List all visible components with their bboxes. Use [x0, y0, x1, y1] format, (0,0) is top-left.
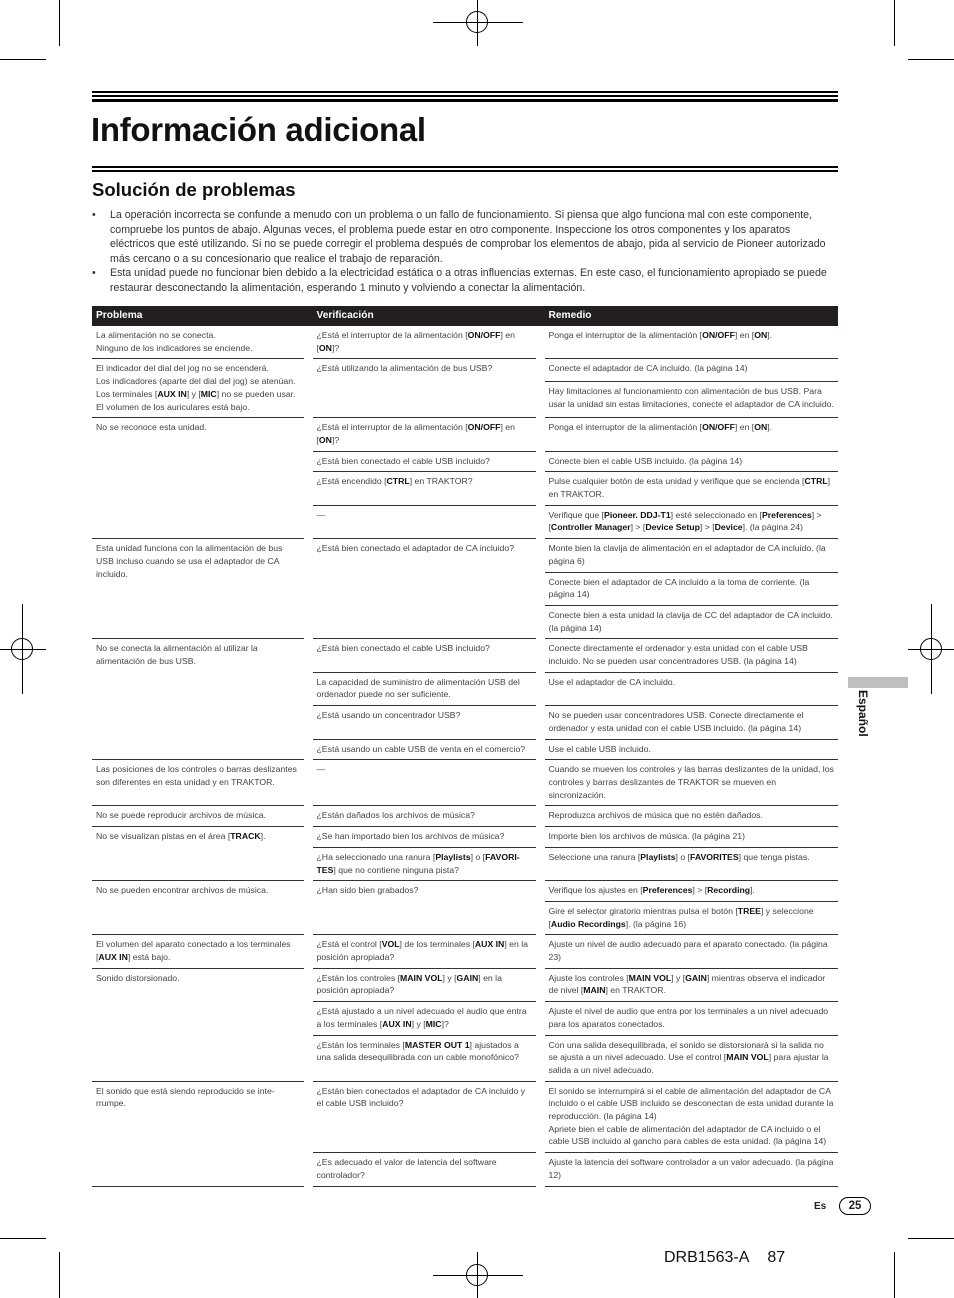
table-row	[92, 1081, 838, 1153]
table-row	[92, 326, 838, 359]
registration-circle	[920, 638, 942, 660]
verification-cell: ¿Está usando un cable USB de venta en el comercio?	[308, 739, 540, 760]
header-verification: Verificación	[308, 306, 540, 326]
crop-mark	[59, 1252, 60, 1298]
verification-cell: ¿Se han importado bien los archivos de música?	[308, 827, 540, 848]
verification-cell: ¿Están los terminales [MASTER OUT 1] ajustados a una salida desequilibrada con un cable monofónico?	[308, 1035, 540, 1081]
verification-cell: ¿Han sido bien grabados?	[308, 881, 540, 935]
verification-cell: ¿Es adecuado el valor de latencia del software controlador?	[308, 1153, 540, 1186]
table-row	[92, 881, 838, 902]
verification-cell: —	[308, 505, 540, 538]
table-header-row	[92, 306, 838, 326]
table-row	[92, 827, 838, 848]
doc-code-text: DRB1563-A	[664, 1249, 750, 1266]
verification-cell: ¿Están dañados los archivos de música?	[308, 806, 540, 827]
remedy-cell: Pulse cualquier botón de esta unidad y verifique que se encienda [CTRL] en TRAKTOR.	[540, 472, 838, 505]
problem-cell: El volumen del aparato conectado a los terminales [AUX IN] está bajo.	[92, 935, 308, 968]
problem-cell: Esta unidad funciona con la alimentación de bus USB incluso cuando se usa el adaptador de CA incluido.	[92, 539, 308, 639]
remedy-cell: Ajuste la latencia del software controlador a un valor adecuado. (la página 12)	[540, 1153, 838, 1186]
bullet-item: • La operación incorrecta se confunde a menudo con un problema o un fallo de funcionamiento. Si piensa que algo funciona mal con este componente, compruebe los puntos de abajo. Algunas veces, el problema puede estar en otro componente. Inspeccione los otros componentes y los aparatos eléctricos que esté utilizando. Si no se puede corregir el problema después de comprobar los elementos de abajo, pida al servicio de Pioneer autorizado más cercano o a su concesionario que realice el trabajo de reparación.	[92, 208, 832, 266]
problem-cell: El sonido que está siendo reproducido se interrumpe.	[92, 1081, 308, 1186]
doc-code	[664, 1249, 785, 1267]
crop-mark	[0, 59, 46, 60]
verification-cell: —	[308, 760, 540, 806]
footer-language: Es	[814, 1201, 827, 1212]
remedy-cell: No se pueden usar concentradores USB. Conecte directamente el ordenador y esta unidad con el cable USB incluido. (la página 14)	[540, 706, 838, 739]
table-row	[92, 359, 838, 382]
remedy-cell: Ponga el interruptor de la alimentación [ON/OFF] en [ON].	[540, 326, 838, 359]
registration-circle	[466, 1264, 488, 1286]
table-body	[92, 326, 838, 1186]
problem-cell: No se reconoce esta unidad.	[92, 418, 308, 539]
problem-cell: No se puede reproducir archivos de música.	[92, 806, 308, 827]
header-problem: Problema	[92, 306, 308, 326]
table-row	[92, 639, 838, 672]
remedy-cell: Conecte bien a esta unidad la clavija de CC del adaptador de CA incluido. (la página 14)	[540, 605, 838, 638]
language-tab	[848, 677, 908, 688]
section-title: Solución de problemas	[92, 179, 296, 200]
intro-bullets	[92, 208, 832, 296]
problem-cell: No se pueden encontrar archivos de música.	[92, 881, 308, 935]
verification-cell: ¿Está bien conectado el cable USB incluido?	[308, 639, 540, 672]
crop-mark	[0, 1238, 46, 1239]
troubleshooting-table	[92, 306, 838, 1187]
crop-mark	[894, 0, 895, 46]
language-label: Español	[856, 690, 870, 737]
table-row	[92, 539, 838, 572]
remedy-cell: Ponga el interruptor de la alimentación [ON/OFF] en [ON].	[540, 418, 838, 451]
verification-cell: ¿Está el interruptor de la alimentación [ON/OFF] en [ON]?	[308, 418, 540, 451]
verification-cell: ¿Está bien conectado el cable USB incluido?	[308, 451, 540, 472]
verification-cell: ¿Está encendido [CTRL] en TRAKTOR?	[308, 472, 540, 505]
remedy-cell: Seleccione una ranura [Playlists] o [FAVORITES] que tenga pistas.	[540, 847, 838, 880]
remedy-cell: Conecte el adaptador de CA incluido. (la página 14)	[540, 359, 838, 382]
remedy-cell: Use el cable USB incluido.	[540, 739, 838, 760]
remedy-cell: Use el adaptador de CA incluido.	[540, 672, 838, 705]
table-row	[92, 418, 838, 451]
table-row	[92, 806, 838, 827]
problem-cell: Las posiciones de los controles o barras deslizantes son diferentes en esta unidad y en TRAKTOR.	[92, 760, 308, 806]
page-title: Información adicional	[91, 111, 426, 148]
remedy-cell: Conecte bien el cable USB incluido. (la página 14)	[540, 451, 838, 472]
verification-cell: ¿Está usando un concentrador USB?	[308, 706, 540, 739]
doc-page: 87	[767, 1249, 786, 1266]
header-rules	[92, 91, 838, 104]
remedy-cell: Verifique que [Pioneer. DDJ-T1] esté seleccionado en [Preferences] > [Controller Manager] > [Device Setup] > [Device]. (la página 24)	[540, 505, 838, 538]
crop-mark	[59, 0, 60, 46]
registration-circle	[466, 11, 488, 33]
remedy-cell: Conecte bien el adaptador de CA incluido a la toma de corriente. (la página 14)	[540, 572, 838, 605]
remedy-cell: Conecte directamente el ordenador y esta unidad con el cable USB incluido. No se pueden usar concentradores USB. (la página 14)	[540, 639, 838, 672]
verification-cell: ¿Está bien conectado el adaptador de CA incluido?	[308, 539, 540, 639]
table-row	[92, 760, 838, 806]
crop-mark	[894, 1252, 895, 1298]
remedy-cell: Con una salida desequilibrada, el sonido se distorsionará si la salida no se ajusta a un nivel adecuado. Use el control [MAIN VOL] para ajustar la salida a un nivel adecuado.	[540, 1035, 838, 1081]
title-rules	[92, 166, 838, 174]
problem-cell: La alimentación no se conecta. Ninguno de los indicadores se enciende.	[92, 326, 308, 359]
problem-cell: No se visualizan pistas en el área [TRACK].	[92, 827, 308, 881]
verification-cell: ¿Están los controles [MAIN VOL] y [GAIN] en la posición apropiada?	[308, 968, 540, 1001]
verification-cell: ¿Ha seleccionado una ranura [Playlists] o [FAVORITES] que no contiene ninguna pista?	[308, 847, 540, 880]
remedy-cell: Ajuste los controles [MAIN VOL] y [GAIN] mientras observa el indicador de nivel [MAIN] en TRAKTOR.	[540, 968, 838, 1001]
remedy-cell: Cuando se mueven los controles y las barras deslizantes de la unidad, los controles y barras deslizantes de TRAKTOR se mueven en sincronización.	[540, 760, 838, 806]
registration-circle	[11, 638, 33, 660]
remedy-cell: Ajuste el nivel de audio que entra por los terminales a un nivel adecuado para los aparatos conectados.	[540, 1002, 838, 1035]
remedy-cell: Ajuste un nivel de audio adecuado para el aparato conectado. (la página 23)	[540, 935, 838, 968]
crop-mark	[908, 59, 954, 60]
header-remedy: Remedio	[540, 306, 838, 326]
verification-cell: ¿Está el interruptor de la alimentación [ON/OFF] en [ON]?	[308, 326, 540, 359]
page-number: 25	[839, 1197, 871, 1215]
remedy-cell: Importe bien los archivos de música. (la página 21)	[540, 827, 838, 848]
problem-cell: El indicador del dial del jog no se encenderá. Los indicadores (aparte del dial del jog) se atenúan. Los terminales [AUX IN] y [MIC] no se pueden usar. El volumen de los auriculares está bajo.	[92, 359, 308, 418]
verification-cell: La capacidad de suministro de alimentación USB del ordenador puede no ser suficiente.	[308, 672, 540, 705]
remedy-cell: Monte bien la clavija de alimentación en el adaptador de CA incluido. (la página 6)	[540, 539, 838, 572]
table-row	[92, 968, 838, 1001]
bullet-item: • Esta unidad puede no funcionar bien debido a la electricidad estática o a otras influencias externas. En este caso, el funcionamiento apropiado se puede restaurar desconectando la alimentación, esperando 1 minuto y volviendo a conectar la alimentación.	[92, 266, 832, 295]
verification-cell: ¿Está utilizando la alimentación de bus USB?	[308, 359, 540, 418]
verification-cell: ¿Están bien conectados el adaptador de CA incluido y el cable USB incluido?	[308, 1081, 540, 1153]
problem-cell: No se conecta la alimentación al utilizar la alimentación de bus USB.	[92, 639, 308, 760]
problem-cell: Sonido distorsionado.	[92, 968, 308, 1081]
remedy-cell: Verifique los ajustes en [Preferences] > [Recording].	[540, 881, 838, 902]
remedy-cell: Gire el selector giratorio mientras pulsa el botón [TREE] y seleccione [Audio Recordings]. (la página 16)	[540, 901, 838, 934]
remedy-cell: El sonido se interrumpirá si el cable de alimentación del adaptador de CA incluido o el cable USB incluido se desconectan de esta unidad durante la reproducción. (la página 14) Apriete bien el cable de alimentación del adaptador de CA incluido o el cable USB incluido al gancho para cables de esta unidad. (la página 14)	[540, 1081, 838, 1153]
remedy-cell: Reproduzca archivos de música que no estén dañados.	[540, 806, 838, 827]
table-row	[92, 935, 838, 968]
remedy-cell: Hay limitaciones al funcionamiento con alimentación de bus USB. Para usar la unidad sin estas limitaciones, conecte el adaptador de CA incluido.	[540, 381, 838, 417]
verification-cell: ¿Está el control [VOL] de los terminales [AUX IN] en la posición apropiada?	[308, 935, 540, 968]
verification-cell: ¿Está ajustado a un nivel adecuado el audio que entra a los terminales [AUX IN] y [MIC]?	[308, 1002, 540, 1035]
crop-mark	[908, 1238, 954, 1239]
